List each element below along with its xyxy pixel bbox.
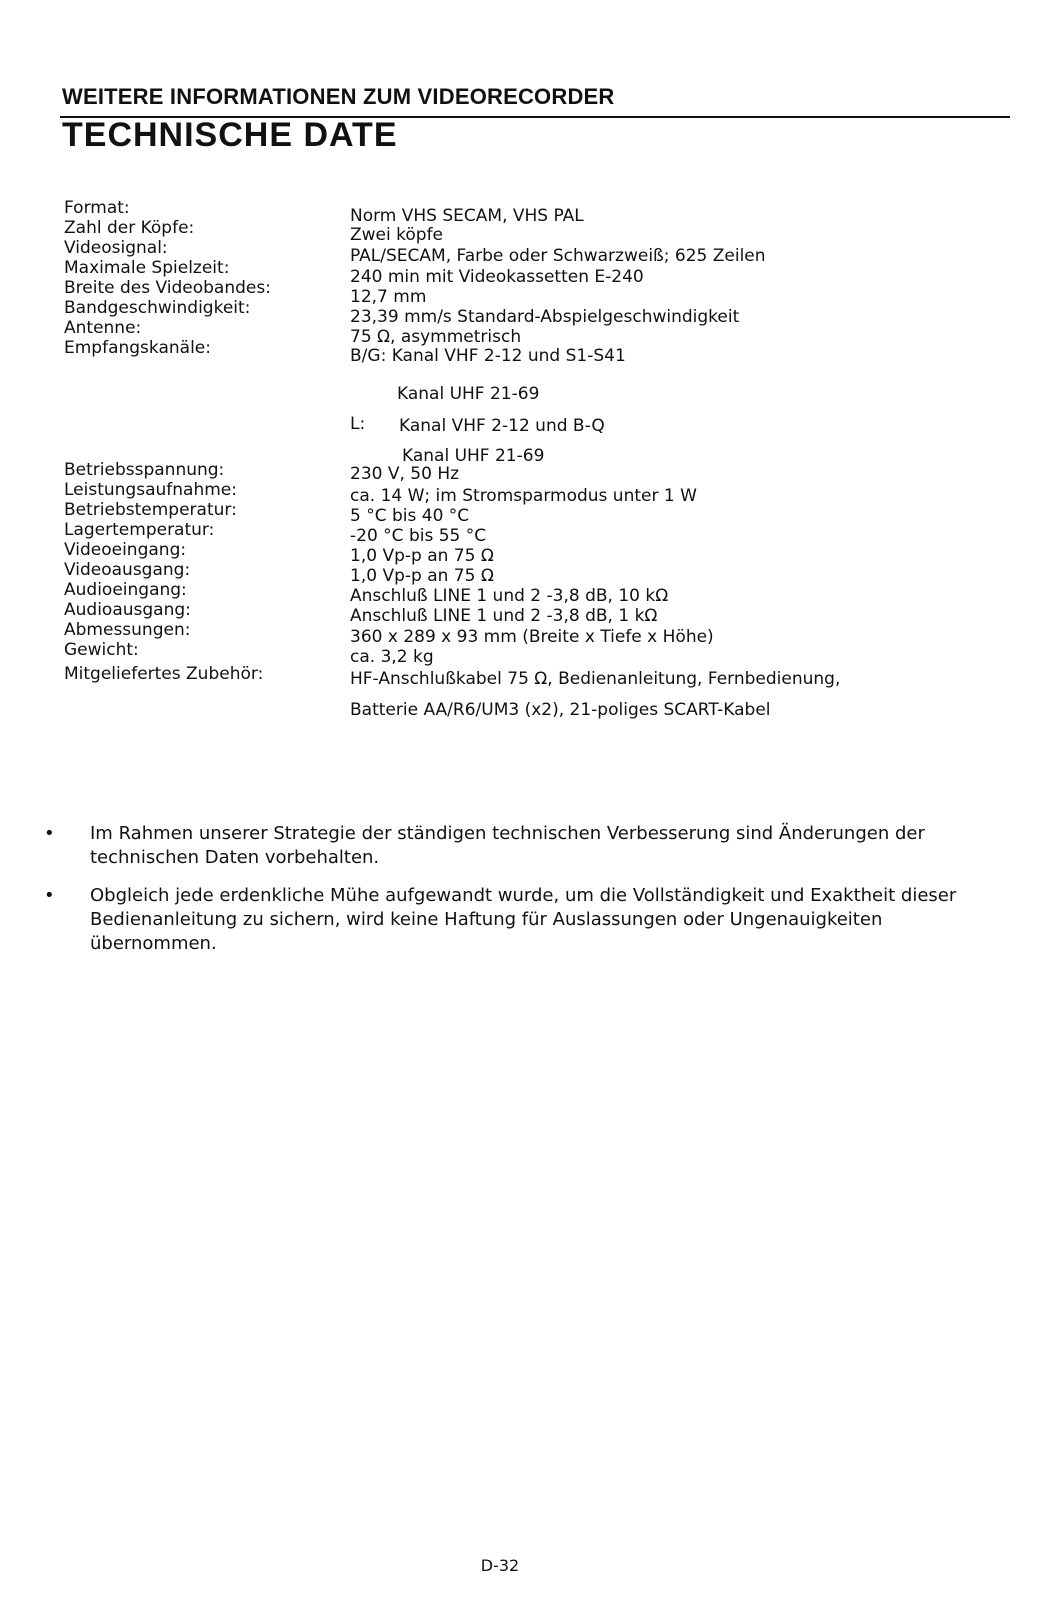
note-text: Obgleich jede erdenkliche Mühe aufgewandt wurde, um die Vollständigkeit und Exaktheit dieser Bedienanleitung zu sichern, wird keine Haftung für Auslassungen oder Ungenauigkeiten übernommen. xyxy=(90,885,957,954)
spec-value: ca. 14 W; im Stromsparmodus unter 1 W xyxy=(350,486,697,506)
spec-value: ca. 3,2 kg xyxy=(350,647,434,667)
spec-value: -20 °C bis 55 °C xyxy=(350,526,487,546)
spec-value: Anschluß LINE 1 und 2 -3,8 dB, 1 kΩ xyxy=(350,606,658,626)
spec-label: Videoausgang: xyxy=(64,560,191,580)
section-header: WEITERE INFORMATIONEN ZUM VIDEORECORDER xyxy=(62,84,615,109)
channel-line: Kanal UHF 21-69 xyxy=(402,446,545,466)
channel-line: Kanal UHF 21-69 xyxy=(397,384,540,404)
spec-value: 230 V, 50 Hz xyxy=(350,464,460,484)
spec-value: Anschluß LINE 1 und 2 -3,8 dB, 10 kΩ xyxy=(350,586,669,606)
spec-label: Bandgeschwindigkeit: xyxy=(64,298,251,318)
spec-label: Breite des Videobandes: xyxy=(64,278,271,298)
spec-value: Zwei köpfe xyxy=(350,225,444,245)
spec-label: Audioeingang: xyxy=(64,580,187,600)
spec-value: PAL/SECAM, Farbe oder Schwarzweiß; 625 Zeilen xyxy=(350,246,766,266)
note-text: Im Rahmen unserer Strategie der ständigen technischen Verbesserung sind Änderungen der technischen Daten vorbehalten. xyxy=(90,823,925,868)
spec-label: Lagertemperatur: xyxy=(64,520,215,540)
spec-value: HF-Anschlußkabel 75 Ω, Bedienanleitung, Fernbedienung, xyxy=(350,669,841,689)
spec-label: Empfangskanäle: xyxy=(64,338,211,358)
page-number: D-32 xyxy=(480,1556,520,1575)
spec-label: Leistungsaufnahme: xyxy=(64,480,237,500)
spec-label: Betriebstemperatur: xyxy=(64,500,237,520)
spec-value: 12,7 mm xyxy=(350,287,427,307)
channel-prefix: L: xyxy=(350,414,366,434)
bullet-icon: • xyxy=(44,885,55,906)
spec-value: B/G: Kanal VHF 2-12 und S1-S41 xyxy=(350,346,626,366)
spec-value: 75 Ω, asymmetrisch xyxy=(350,327,522,347)
spec-label: Antenne: xyxy=(64,318,142,338)
spec-value: 5 °C bis 40 °C xyxy=(350,506,470,526)
spec-label: Format: xyxy=(64,198,130,218)
spec-label: Gewicht: xyxy=(64,640,139,660)
notes-list xyxy=(44,822,1004,970)
note-item xyxy=(44,822,1004,870)
spec-label: Abmessungen: xyxy=(64,620,191,640)
spec-value: 360 x 289 x 93 mm (Breite x Tiefe x Höhe) xyxy=(350,627,714,647)
spec-value: Norm VHS SECAM, VHS PAL xyxy=(350,206,584,226)
spec-label: Videosignal: xyxy=(64,238,168,258)
channel-line: Kanal VHF 2-12 und B-Q xyxy=(399,416,605,436)
spec-value: 23,39 mm/s Standard-Abspielgeschwindigkeit xyxy=(350,307,740,327)
note-item xyxy=(44,884,1004,956)
bullet-icon: • xyxy=(44,823,55,844)
page-title: TECHNISCHE DATE xyxy=(62,116,398,154)
spec-label: Audioausgang: xyxy=(64,600,191,620)
spec-label: Zahl der Köpfe: xyxy=(64,218,195,238)
spec-value: 1,0 Vp-p an 75 Ω xyxy=(350,546,494,566)
spec-label: Betriebsspannung: xyxy=(64,460,225,480)
spec-label: Mitgeliefertes Zubehör: xyxy=(64,664,264,684)
spec-label: Maximale Spielzeit: xyxy=(64,258,230,278)
spec-value: 240 min mit Videokassetten E-240 xyxy=(350,267,644,287)
spec-value: 1,0 Vp-p an 75 Ω xyxy=(350,566,494,586)
spec-value-continued: Batterie AA/R6/UM3 (x2), 21-poliges SCART-Kabel xyxy=(350,700,771,720)
spec-label: Videoeingang: xyxy=(64,540,187,560)
